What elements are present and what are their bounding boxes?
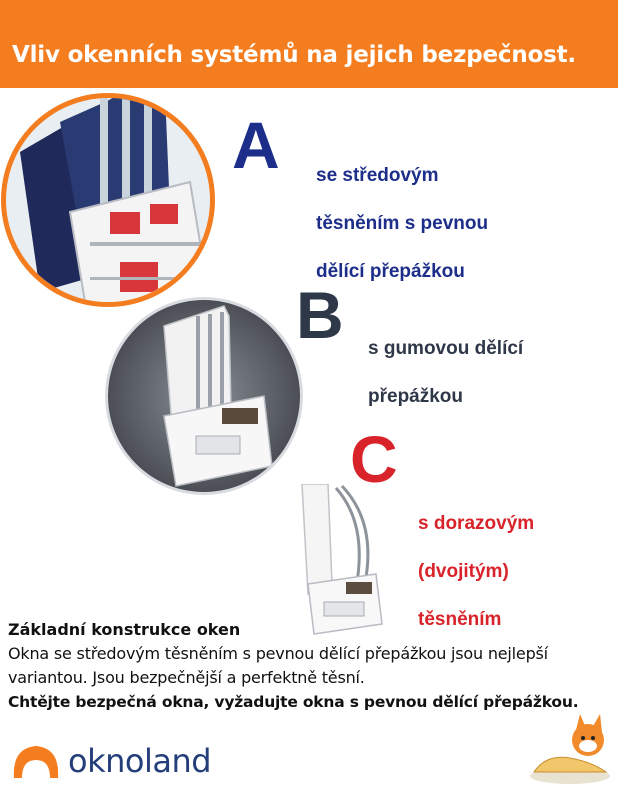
window-profile-c-image <box>298 484 384 636</box>
system-c-line-2: (dvojitým) <box>418 561 509 582</box>
system-a-line-2: těsněním s pevnou <box>316 213 489 234</box>
page-title: Vliv okenních systémů na jejich bezpečnost. <box>12 42 576 68</box>
system-c-line-3: těsněním <box>418 609 502 630</box>
logo-mascot-icon <box>8 738 64 786</box>
system-c-letter: C <box>350 422 398 496</box>
system-a-line-3: dělící přepážkou <box>316 261 465 282</box>
window-profile-b-image <box>104 296 304 496</box>
window-profile-a-image <box>0 92 230 314</box>
system-c-line-1: s dorazovým <box>418 513 535 534</box>
fox-mascot-icon <box>526 710 614 790</box>
system-b-line-2: přepážkou <box>368 386 464 407</box>
header-banner <box>0 0 618 88</box>
info-title: Základní konstrukce oken <box>8 620 241 639</box>
info-body-line-2: variantou. Jsou bezpečnější a perfektně těsní. <box>8 668 365 687</box>
system-a-letter: A <box>232 108 280 182</box>
system-a-line-1: se středovým <box>316 165 439 186</box>
system-b-line-1: s gumovou dělící <box>368 338 524 359</box>
call-to-action: Chtějte bezpečná okna, vyžadujte okna s pevnou dělící přepážkou. <box>8 693 579 711</box>
info-section <box>8 618 614 714</box>
system-b-description <box>368 313 523 433</box>
info-body-line-1: Okna se středovým těsněním s pevnou dělící přepážkou jsou nejlepší <box>8 644 548 663</box>
system-b-letter: B <box>296 278 344 352</box>
brand-name: oknoland <box>68 742 212 780</box>
